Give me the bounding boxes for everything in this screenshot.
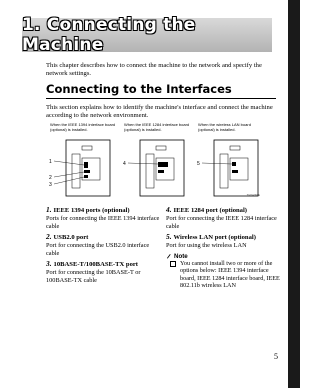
panel-caption: When the IEEE 1284 interface board (optional) is installed. bbox=[124, 122, 190, 132]
port-list-right bbox=[166, 206, 280, 289]
item-description: Port for connecting the 10BASE-T or 100BASE-TX cable bbox=[46, 269, 141, 284]
item-title: USB2.0 port bbox=[53, 234, 89, 242]
note-heading bbox=[166, 253, 280, 260]
callout-4: 4 bbox=[123, 161, 126, 167]
item-description: Port for using the wireless LAN bbox=[166, 242, 247, 250]
list-item bbox=[46, 206, 160, 230]
section-heading: Connecting to the Interfaces bbox=[46, 82, 232, 96]
page-number: 5 bbox=[274, 352, 278, 361]
list-item bbox=[166, 233, 280, 250]
chapter-title: 1. Connecting the Machine bbox=[22, 15, 196, 55]
item-number: 3. bbox=[46, 259, 52, 269]
item-description: Port for connecting the USB2.0 interface cable bbox=[46, 242, 150, 257]
note-text: You cannot install two or more of the options below: IEEE 1394 interface board, IEEE 1284 interface board, IEEE 802.11b wireless LAN bbox=[180, 259, 280, 289]
interface-panel-illustration bbox=[46, 138, 116, 198]
list-item bbox=[46, 233, 160, 257]
interface-figure bbox=[46, 122, 272, 198]
section-body: This section explains how to identify the machine's interface and connect the machine according to the network environment. bbox=[46, 104, 273, 120]
interface-panel-illustration bbox=[194, 138, 264, 198]
item-description: Ports for connecting the IEEE 1394 interface cable bbox=[46, 215, 160, 230]
callout-1: 1 bbox=[49, 159, 52, 165]
panel-caption: When the IEEE 1394 interface board (optional) is installed. bbox=[50, 122, 116, 132]
item-title: IEEE 1284 port (optional) bbox=[173, 207, 248, 214]
callout-2: 2 bbox=[49, 175, 52, 181]
section-divider bbox=[46, 98, 276, 99]
figure-code: ZGDH090E bbox=[246, 194, 260, 197]
interface-panel-illustration bbox=[120, 138, 190, 198]
item-number: 5. bbox=[166, 232, 172, 242]
pencil-note-icon bbox=[166, 253, 171, 259]
item-number: 2. bbox=[46, 232, 52, 242]
callout-3: 3 bbox=[49, 182, 52, 188]
item-number: 4. bbox=[166, 205, 172, 214]
port-descriptions bbox=[46, 206, 282, 316]
chapter-intro: This chapter describes how to connect the machine to the network and specify the network settings. bbox=[46, 62, 262, 78]
figure-panel-ieee1284 bbox=[120, 122, 190, 198]
figure-panel-ieee1394 bbox=[46, 122, 116, 198]
item-description: Port for connecting the IEEE 1284 interface cable bbox=[166, 215, 277, 230]
figure-panel-wireless-lan bbox=[194, 122, 264, 198]
item-number: 1. bbox=[46, 205, 52, 214]
note-item bbox=[170, 260, 280, 290]
chapter-edge-bar bbox=[288, 0, 300, 388]
note-label: Note bbox=[174, 252, 188, 260]
list-item bbox=[166, 206, 280, 230]
port-list-left bbox=[46, 206, 160, 288]
item-title: Wireless LAN port (optional) bbox=[173, 234, 256, 242]
checkbox-bullet-icon bbox=[170, 261, 176, 267]
callout-5: 5 bbox=[197, 161, 200, 167]
list-item bbox=[46, 260, 160, 284]
item-title: IEEE 1394 ports (optional) bbox=[53, 207, 130, 214]
panel-caption: When the wireless LAN board (optional) is installed. bbox=[198, 122, 251, 132]
chapter-title-banner bbox=[22, 15, 272, 55]
item-title: 10BASE-T/100BASE-TX port bbox=[53, 261, 138, 269]
